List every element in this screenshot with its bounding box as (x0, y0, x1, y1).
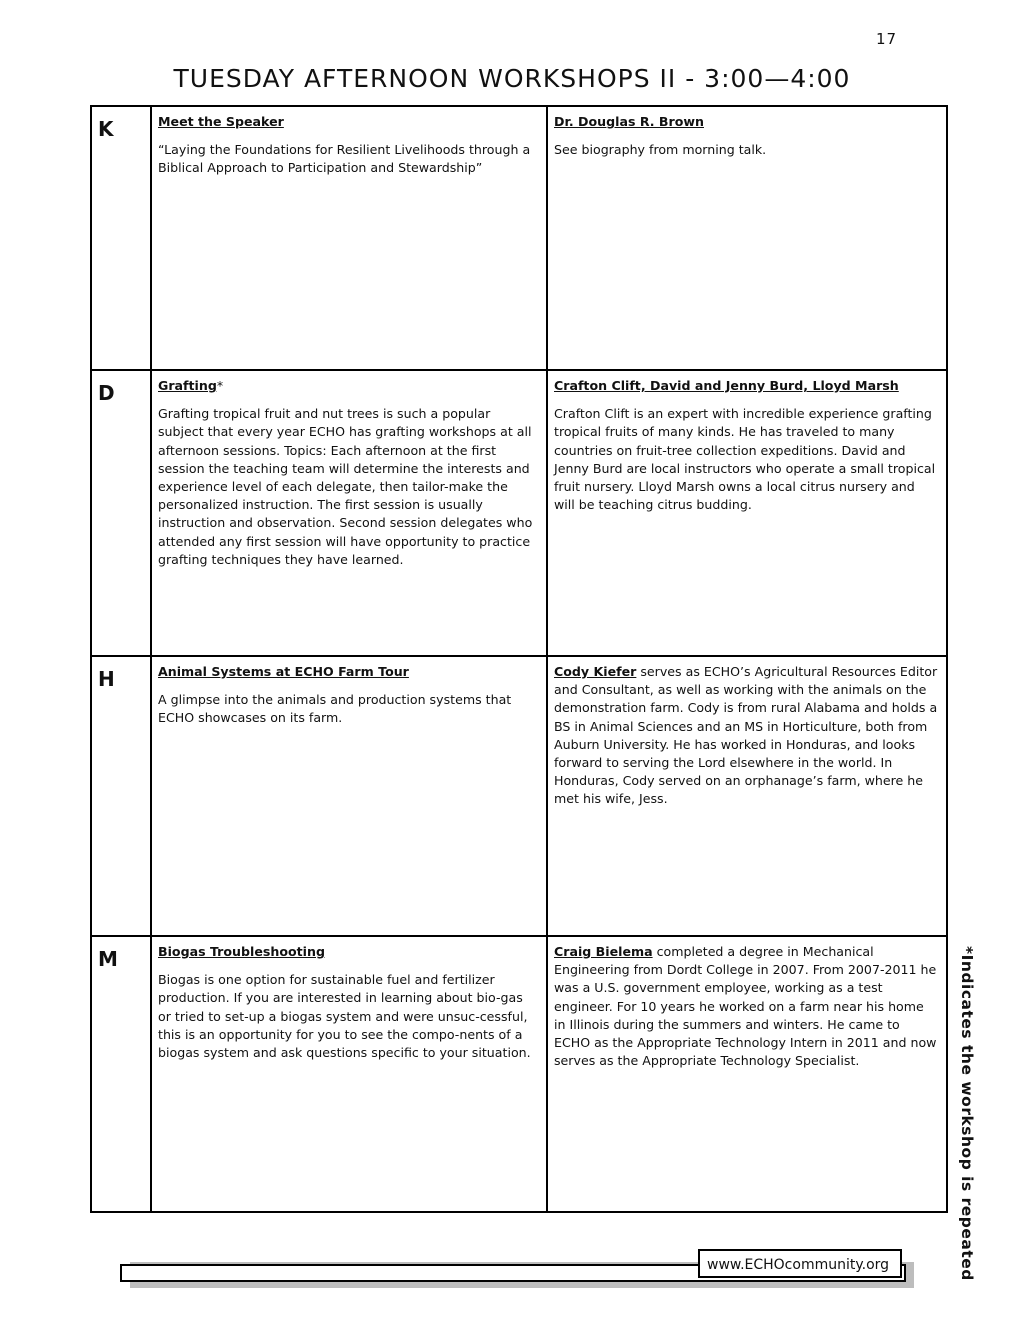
speaker-name: Cody Kiefer (554, 664, 637, 679)
speaker-bio: See biography from morning talk. (554, 142, 767, 158)
workshop-letter: H (91, 656, 151, 936)
repeat-marker: * (216, 378, 224, 393)
workshop-title: Grafting (158, 378, 217, 393)
speaker-names: Dr. Douglas R. Brown (554, 114, 704, 129)
workshop-description-cell (151, 936, 547, 1212)
speaker-name: Craig Bielema (554, 944, 653, 959)
speaker-bio: serves as ECHO’s Agricultural Resources Editor and Consultant, as well as working with the animals on the demonstration farm. Cody is from rural Alabama and holds a BS in Animal Sciences and an MS in Horticulture, both from Auburn University. He has worked in Honduras, and looks forward to serving the Lord elsewhere in the world. In Honduras, Cody served on an orphanage’s farm, where he met his wife, Jess. (554, 664, 938, 807)
workshop-letter: M (91, 936, 151, 1212)
workshop-description: A glimpse into the animals and production systems that ECHO showcases on its farm. (158, 692, 512, 726)
speaker-bio-paragraph (554, 663, 938, 809)
footer-website[interactable]: www.ECHOcommunity.org (698, 1249, 902, 1278)
workshop-letter: K (91, 106, 151, 370)
workshop-table (90, 105, 948, 1213)
speaker-cell (547, 936, 947, 1212)
workshop-description-cell (151, 106, 547, 370)
workshop-row-k (91, 106, 947, 370)
page-number: 17 (876, 30, 898, 48)
workshop-title-line (158, 377, 538, 395)
speaker-bio: completed a degree in Mechanical Engineering from Dordt College in 2007. From 2007-2011 he was a U.S. government employee, working as a test engineer. For 10 years he worked on a farm near his home in Illinois during the summers and winters. He came to ECHO as the Appropriate Technology Intern in 2011 and now serves as the Appropriate Technology Specialist. (554, 944, 937, 1069)
workshop-title: Biogas Troubleshooting (158, 944, 325, 959)
page-title: TUESDAY AFTERNOON WORKSHOPS II - 3:00—4:00 (173, 64, 851, 93)
workshop-description: “Laying the Foundations for Resilient Livelihoods through a Biblical Approach to Participation and Stewardship” (158, 142, 531, 176)
speaker-bio: Crafton Clift is an expert with incredible experience grafting tropical fruits of many kinds. He has traveled to many countries on fruit-tree collection expeditions. David and Jenny Burd are local instructors who operate a small tropical fruit nursery. Lloyd Marsh owns a local citrus nursery and will be teaching citrus budding. (554, 406, 936, 513)
workshop-description-cell (151, 370, 547, 656)
speaker-cell (547, 106, 947, 370)
repeat-footnote: *Indicates the workshop is repeated (958, 946, 976, 1281)
workshop-row-m (91, 936, 947, 1212)
workshop-description: Grafting tropical fruit and nut trees is such a popular subject that every year ECHO has grafting workshops at all afternoon sessions. Topics: Each afternoon at the first session the teaching team will determine the interests and experience level of each delegate, then tailor-make the personalized instruction. The first session is usually instruction and observation. Second session delegates who attended any first session will have opportunity to practice grafting techniques they have learned. (158, 406, 533, 567)
workshop-title: Animal Systems at ECHO Farm Tour (158, 664, 409, 679)
workshop-letter: D (91, 370, 151, 656)
speaker-names: Crafton Clift, David and Jenny Burd, Lloyd Marsh (554, 378, 899, 393)
workshop-description-cell (151, 656, 547, 936)
workshop-title: Meet the Speaker (158, 114, 284, 129)
workshop-row-h (91, 656, 947, 936)
workshop-description: Biogas is one option for sustainable fuel and fertilizer production. If you are interested in learning about bio-gas or tried to set-up a biogas system and were unsuc-cessful, this is an opportunity for you to see the compo-nents of a biogas system and ask questions specific to your situation. (158, 972, 531, 1061)
workshop-row-d (91, 370, 947, 656)
speaker-bio-paragraph (554, 943, 938, 1070)
speaker-cell (547, 656, 947, 936)
speaker-cell (547, 370, 947, 656)
